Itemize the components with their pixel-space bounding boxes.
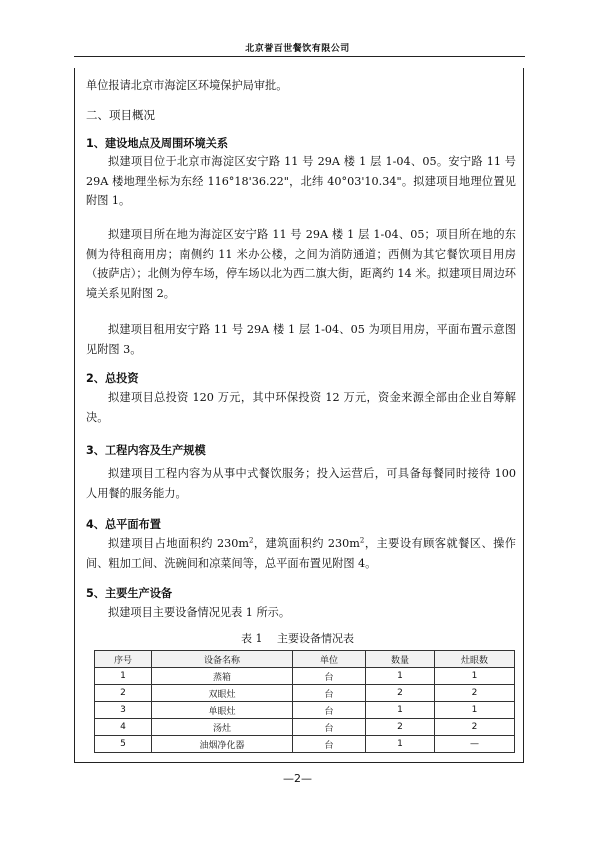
cell-burners: 2 <box>435 685 515 702</box>
paragraph-location-3: 拟建项目租用安宁路 11 号 29A 楼 1 层 1-04、05 为项目用房，平面布置示意图见附图 3。 <box>86 323 516 356</box>
cell-qty: 2 <box>366 685 435 702</box>
col-header-unit: 单位 <box>293 651 366 668</box>
cell-index: 2 <box>95 685 152 702</box>
equipment-table <box>94 650 515 753</box>
paragraph-investment: 拟建项目总投资 120 万元，其中环保投资 12 万元，资金来源全部由企业自筹解决。 <box>86 391 516 424</box>
cell-burners: 2 <box>435 719 515 736</box>
col-header-index: 序号 <box>95 651 152 668</box>
table-row <box>95 702 515 719</box>
intro-line: 单位报请北京市海淀区环境保护局审批。 <box>86 79 288 92</box>
cell-unit: 台 <box>293 702 366 719</box>
paragraph-location-1: 拟建项目位于北京市海淀区安宁路 11 号 29A 楼 1 层 1-04、05。安宁路 11 号 29A 楼地理坐标为东经 116°18'36.22"，北纬 40°03'10.34"。拟建项目地理位置见附图 1。 <box>86 155 516 208</box>
cell-name: 汤灶 <box>152 719 293 736</box>
cell-name: 双眼灶 <box>152 685 293 702</box>
table-caption: 表 1 主要设备情况表 <box>241 632 354 645</box>
heading-equipment: 5、主要生产设备 <box>86 587 173 600</box>
table-row <box>95 685 515 702</box>
page-number: —2— <box>283 772 312 785</box>
paragraph-layout: 拟建项目占地面积约 $230m^2$，建筑面积约 $230m^2$，主要设有顾客就餐区、操作间、粗加工间、洗碗间和凉菜间等，总平面布置见附图 4。 <box>86 536 516 570</box>
heading-scope: 3、工程内容及生产规模 <box>86 444 206 457</box>
cell-name: 油烟净化器 <box>152 736 293 753</box>
paragraph-equipment: 拟建项目主要设备情况见表 1 所示。 <box>108 606 291 619</box>
cell-unit: 台 <box>293 685 366 702</box>
cell-qty: 2 <box>366 719 435 736</box>
cell-name: 单眼灶 <box>152 702 293 719</box>
cell-index: 5 <box>95 736 152 753</box>
paragraph-location-2: 拟建项目所在地为海淀区安宁路 11 号 29A 楼 1 层 1-04、05；项目所在地的东侧为待租商用房；南侧约 11 米办公楼，之间为消防通道；西侧为其它餐饮项目用房（披萨店）；北侧为停车场，停车场以北为西二旗大街，距离约 14 米。拟建项目周边环境关系见附图 2。 <box>86 228 516 300</box>
cell-burners: 1 <box>435 702 515 719</box>
header-rule <box>74 56 525 57</box>
cell-unit: 台 <box>293 736 366 753</box>
heading-layout: 4、总平面布置 <box>86 518 161 531</box>
cell-index: 1 <box>95 668 152 685</box>
page-header-company: 北京誉百世餐饮有限公司 <box>245 44 350 54</box>
section-title: 二、项目概况 <box>86 108 155 122</box>
table-row <box>95 719 515 736</box>
table-header-row <box>95 651 515 668</box>
cell-name: 蒸箱 <box>152 668 293 685</box>
cell-index: 3 <box>95 702 152 719</box>
heading-investment: 2、总投资 <box>86 372 139 385</box>
col-header-burners: 灶眼数 <box>435 651 515 668</box>
heading-location: 1、建设地点及周围环境关系 <box>86 137 229 150</box>
cell-index: 4 <box>95 719 152 736</box>
cell-burners: — <box>435 736 515 753</box>
cell-unit: 台 <box>293 719 366 736</box>
table-row <box>95 736 515 753</box>
cell-qty: 1 <box>366 668 435 685</box>
col-header-name: 设备名称 <box>152 651 293 668</box>
paragraph-scope: 拟建项目工程内容为从事中式餐饮服务；投入运营后，可具备每餐同时接待 100 人用餐的服务能力。 <box>86 467 516 500</box>
cell-burners: 1 <box>435 668 515 685</box>
col-header-qty: 数量 <box>366 651 435 668</box>
cell-qty: 1 <box>366 736 435 753</box>
cell-unit: 台 <box>293 668 366 685</box>
table-row <box>95 668 515 685</box>
cell-qty: 1 <box>366 702 435 719</box>
